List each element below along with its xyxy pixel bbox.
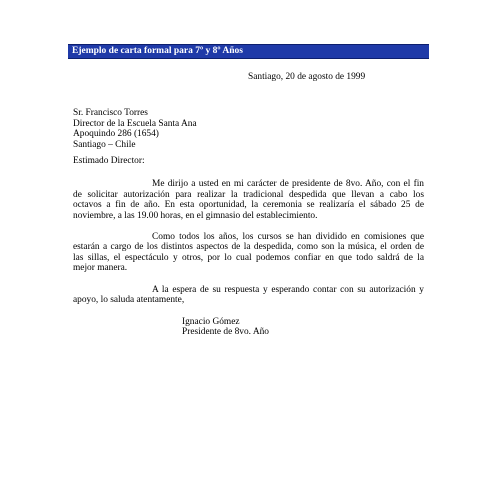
date-line: Santiago, 20 de agosto de 1999 <box>248 72 366 82</box>
paragraph-line: Como todos los años, los cursos se han dividido en comisiones que <box>152 231 424 242</box>
paragraph-line: mejor manera. <box>73 263 128 274</box>
paragraph-line: A la espera de su respuesta y esperando contar con su autorización y <box>152 284 424 295</box>
paragraph-line: Me dirijo a usted en mi carácter de presidente de 8vo. Año, con el fin <box>152 179 424 189</box>
recipient-city: Santiago – Chile <box>73 139 136 150</box>
paragraph-line: apoyo, lo saluda atentamente, <box>73 295 185 306</box>
recipient-name: Sr. Francisco Torres <box>73 108 148 118</box>
paragraph-request <box>73 179 424 221</box>
salutation: Estimado Director: <box>73 156 145 166</box>
paragraph-line: octavos a fin de año. En esta oportunidad, la ceremonia se realizaría el sábado 25 de <box>73 200 424 211</box>
header-bar <box>68 44 429 59</box>
signature-title: Presidente de 8vo. Año <box>182 327 269 338</box>
paragraph-commissions <box>73 232 424 274</box>
paragraph-line: noviembre, a las 19.00 horas, en el gimnasio del establecimiento. <box>73 210 318 221</box>
paragraph-line: estarán a cargo de los distintos aspectos de la despedida, como son la música, el orden de <box>73 242 424 253</box>
paragraph-line: de solicitar autorización para realizar la tradicional despedida que llevan a cabo los <box>73 189 424 200</box>
header-title: Ejemplo de carta formal para 7º y 8º Años <box>72 46 243 56</box>
signature-block <box>182 317 269 338</box>
signature-name: Ignacio Gómez <box>182 316 240 327</box>
recipient-street: Apoquindo 286 (1654) <box>73 129 159 140</box>
recipient-block <box>73 108 197 150</box>
paragraph-line: las sillas, el espectáculo y otros, por lo cual podemos confiar en que todo saldrá de la <box>73 252 424 263</box>
paragraph-closing <box>73 285 424 306</box>
recipient-title: Director de la Escuela Santa Ana <box>73 118 197 129</box>
